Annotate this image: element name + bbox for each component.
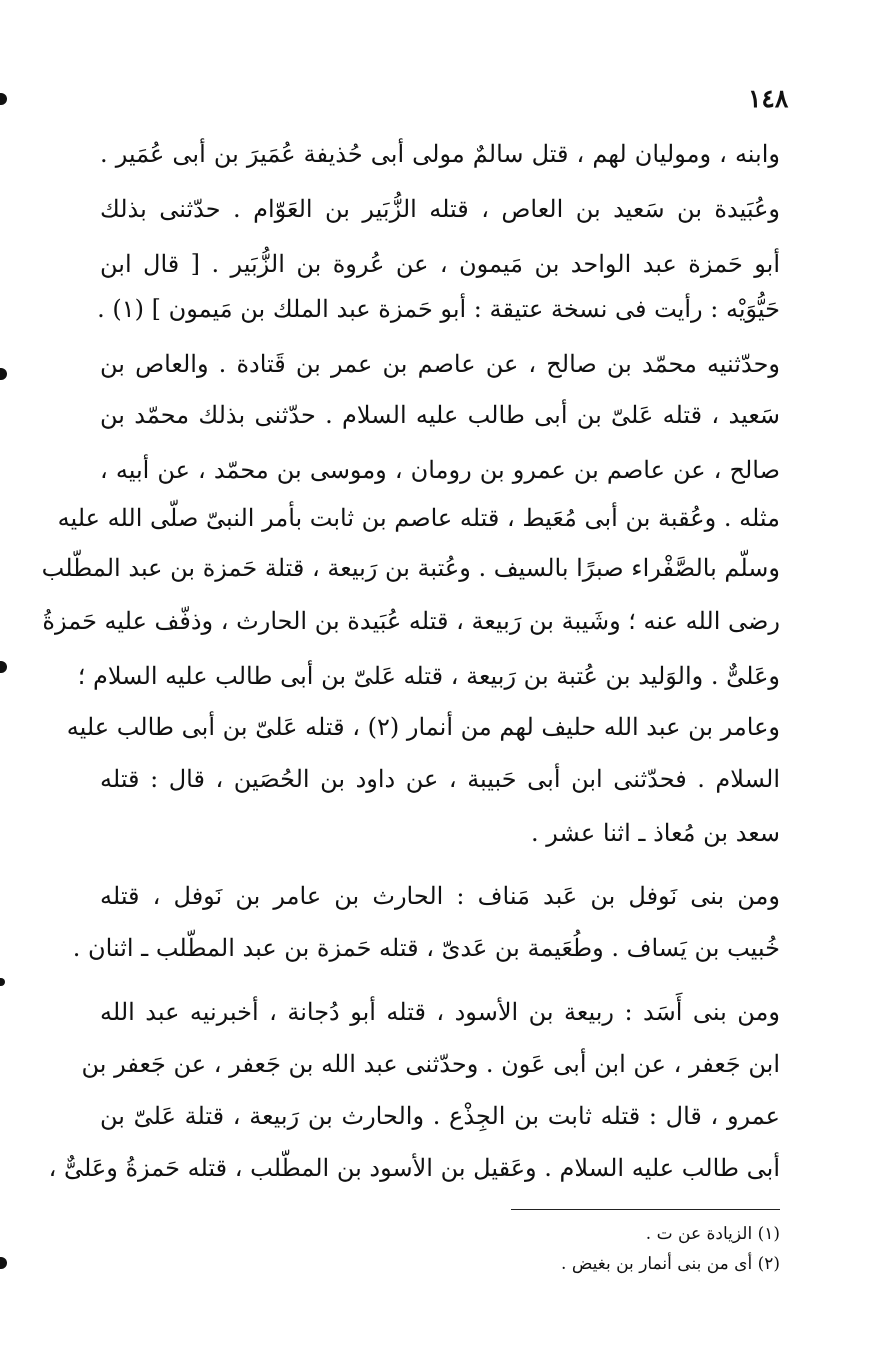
text-line: خُبیب بن یَساف . وطُعَیمة بن عَدیّ ، قتله حَمزة بن عبد المطّلب ـ اثنان . — [72, 934, 780, 962]
text-line: سعد بن مُعاذ ـ اثنا عشر . — [531, 819, 780, 847]
text-line: عمرو ، قال : قتله ثابت بن الجِذْع . والحارث بن رَبیعة ، قتلة عَلیّ بن — [100, 1102, 780, 1130]
text-line: حَیُّوَیْه : رأیت فی نسخة عتیقة : أبو حَمزة عبد الملك بن مَیمون ] (١) . — [97, 295, 780, 323]
page-number: ١٤٨ — [748, 84, 789, 113]
text-line: ابن جَعفر ، عن ابن أبی عَون . وحدّثنی عبد الله بن جَعفر ، عن جَعفر بن — [81, 1050, 780, 1078]
footnote: (١) الزیادة عن ت . — [645, 1224, 780, 1244]
scan-margin-mark — [0, 661, 7, 673]
text-line: أبو حَمزة عبد الواحد بن مَیمون ، عن عُروة بن الزُّبَیر . [ قال ابن — [100, 250, 780, 278]
text-line: وعامر بن عبد الله حلیف لهم من أنمار (٢) ، قتله عَلیّ بن أبی طالب علیه — [66, 713, 780, 741]
scan-margin-mark — [0, 93, 7, 105]
text-line: ومن بنی نَوفل بن عَبد مَناف : الحارث بن عامر بن نَوفل ، قتله — [100, 882, 780, 910]
scan-margin-mark — [0, 1257, 7, 1269]
text-line: وابنه ، ومولیان لهم ، قتل سالمٌ مولی أبی حُذیفة عُمَیرَ بن أبی عُمَیر . — [100, 140, 780, 168]
text-line: مثله . وعُقبة بن أبی مُعَیط ، قتله عاصم بن ثابت بأمر النبیّ صلّی الله علیه — [57, 504, 780, 532]
text-line: وحدّثنیه محمّد بن صالح ، عن عاصم بن عمر بن قَتادة . والعاص بن — [100, 350, 780, 378]
text-line: وعُبَیدة بن سَعید بن العاص ، قتله الزُّبَیر بن العَوّام . حدّثنی بذلك — [100, 195, 780, 223]
text-line: صالح ، عن عاصم بن عمرو بن رومان ، وموسی بن محمّد ، عن أبیه ، — [100, 456, 780, 484]
text-line: ومن بنی أَسَد : ربیعة بن الأسود ، قتله أبو دُجانة ، أخبرنیه عبد الله — [100, 998, 780, 1026]
text-line: السلام . فحدّثنی ابن أبی حَبیبة ، عن داود بن الحُصَین ، قال : قتله — [100, 765, 780, 793]
text-line: أبی طالب علیه السلام . وعَقیل بن الأسود بن المطّلب ، قتله حَمزةُ وعَلیٌّ ، — [48, 1154, 780, 1182]
scan-margin-mark — [0, 368, 7, 380]
footnote: (٢) أی من بنی أنمار بن بغیض . — [561, 1254, 780, 1274]
text-line: وسلّم بالصَّفْراء صبرًا بالسیف . وعُتبة بن رَبیعة ، قتلة حَمزة بن عبد المطّلب — [41, 554, 780, 582]
text-line: رضی الله عنه ؛ وشَیبة بن رَبیعة ، قتله عُبَیدة بن الحارث ، وذفّف علیه حَمزةُ — [42, 607, 780, 635]
text-line: سَعید ، قتله عَلیّ بن أبی طالب علیه السلام . حدّثنی بذلك محمّد بن — [100, 401, 781, 429]
scan-margin-mark — [0, 978, 5, 986]
text-line: وعَلیٌّ . والوَلید بن عُتبة بن رَبیعة ، قتله عَلیّ بن أبی طالب علیه السلام ؛ — [77, 662, 780, 690]
footnote-divider — [511, 1209, 780, 1210]
